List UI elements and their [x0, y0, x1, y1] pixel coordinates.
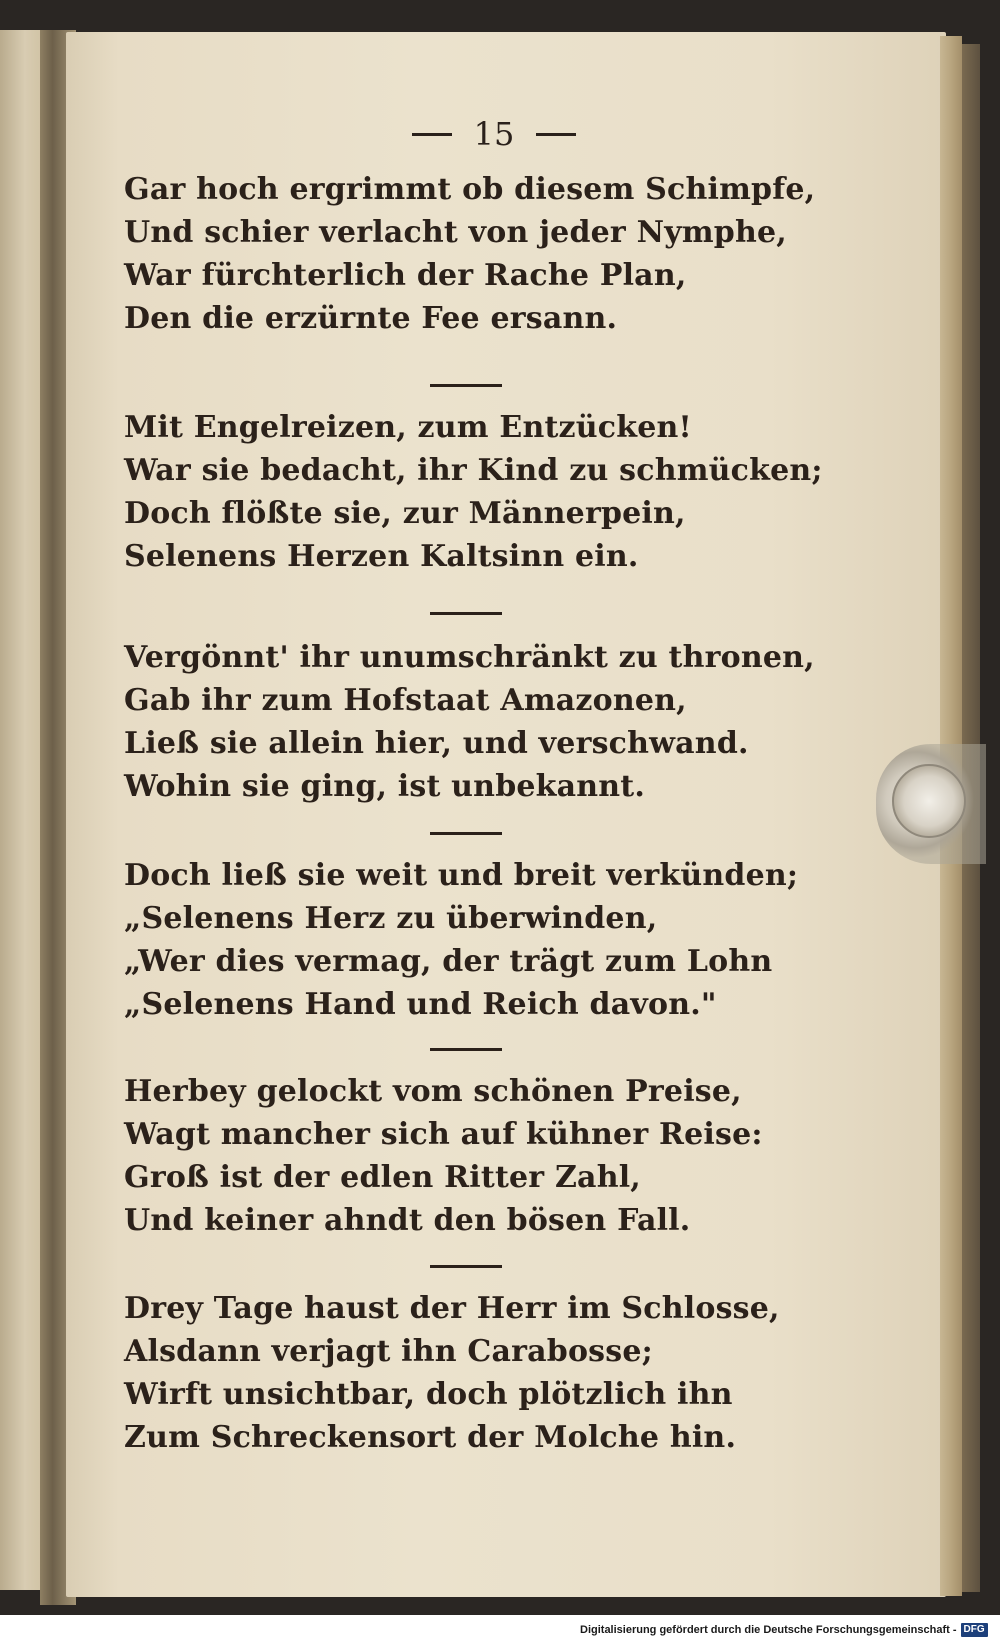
stanza-divider [430, 832, 502, 835]
stanza-divider [430, 612, 502, 615]
verse-line: „Wer dies vermag, der trägt zum Lohn [124, 944, 773, 979]
verse-line: Ließ sie allein hier, und verschwand. [124, 726, 749, 761]
verse-line: War fürchterlich der Rache Plan, [124, 258, 687, 293]
stanza-divider [430, 384, 502, 387]
footer-credit [580, 1620, 1000, 1640]
footer-text: Digitalisierung gefördert durch die Deutsche Forschungsgemeinschaft - [580, 1624, 957, 1636]
verse-line: Herbey gelockt vom schönen Preise, [124, 1074, 742, 1109]
stanza-5 [124, 1070, 904, 1242]
verse-line: Zum Schreckensort der Molche hin. [124, 1420, 737, 1455]
verse-line: Wagt mancher sich auf kühner Reise: [124, 1117, 763, 1152]
stanza-divider [430, 1265, 502, 1268]
stanza-divider [430, 1048, 502, 1051]
verse-line: „Selenens Hand und Reich davon." [124, 987, 717, 1022]
verse-line: War sie bedacht, ihr Kind zu schmücken; [124, 453, 823, 488]
page-number-dash-left [412, 133, 452, 136]
verse-line: Selenens Herzen Kaltsinn ein. [124, 539, 639, 574]
verse-line: Und keiner ahndt den bösen Fall. [124, 1203, 691, 1238]
verse-line: Alsdann verjagt ihn Carabosse; [124, 1334, 653, 1369]
verse-line: Gar hoch ergrimmt ob diesem Schimpfe, [124, 172, 816, 207]
stanza-1 [124, 168, 904, 340]
verse-line: Den die erzürnte Fee ersann. [124, 301, 618, 336]
stanza-3 [124, 636, 904, 808]
verse-line: Wohin sie ging, ist unbekannt. [124, 769, 646, 804]
stanza-6 [124, 1287, 904, 1459]
verse-line: Doch flößte sie, zur Männerpein, [124, 496, 686, 531]
verse-line: Wirft unsichtbar, doch plötzlich ihn [124, 1377, 733, 1412]
verse-line: Drey Tage haust der Herr im Schlosse, [124, 1291, 780, 1326]
verse-line: Mit Engelreizen, zum Entzücken! [124, 410, 692, 445]
verse-line: Und schier verlacht von jeder Nymphe, [124, 215, 787, 250]
verse-line: Vergönnt' ihr unumschränkt zu thronen, [124, 640, 815, 675]
verse-line: Groß ist der edlen Ritter Zahl, [124, 1160, 641, 1195]
page-number-text: 15 [473, 115, 515, 153]
page-number [384, 112, 604, 156]
stanza-2 [124, 406, 904, 578]
page-number-dash-right [536, 133, 576, 136]
stanza-4 [124, 854, 904, 1026]
verse-line: Doch ließ sie weit und breit verkünden; [124, 858, 799, 893]
verse-line: Gab ihr zum Hofstaat Amazonen, [124, 683, 687, 718]
dfg-logo: DFG [961, 1623, 988, 1637]
verse-line: „Selenens Herz zu überwinden, [124, 901, 658, 936]
